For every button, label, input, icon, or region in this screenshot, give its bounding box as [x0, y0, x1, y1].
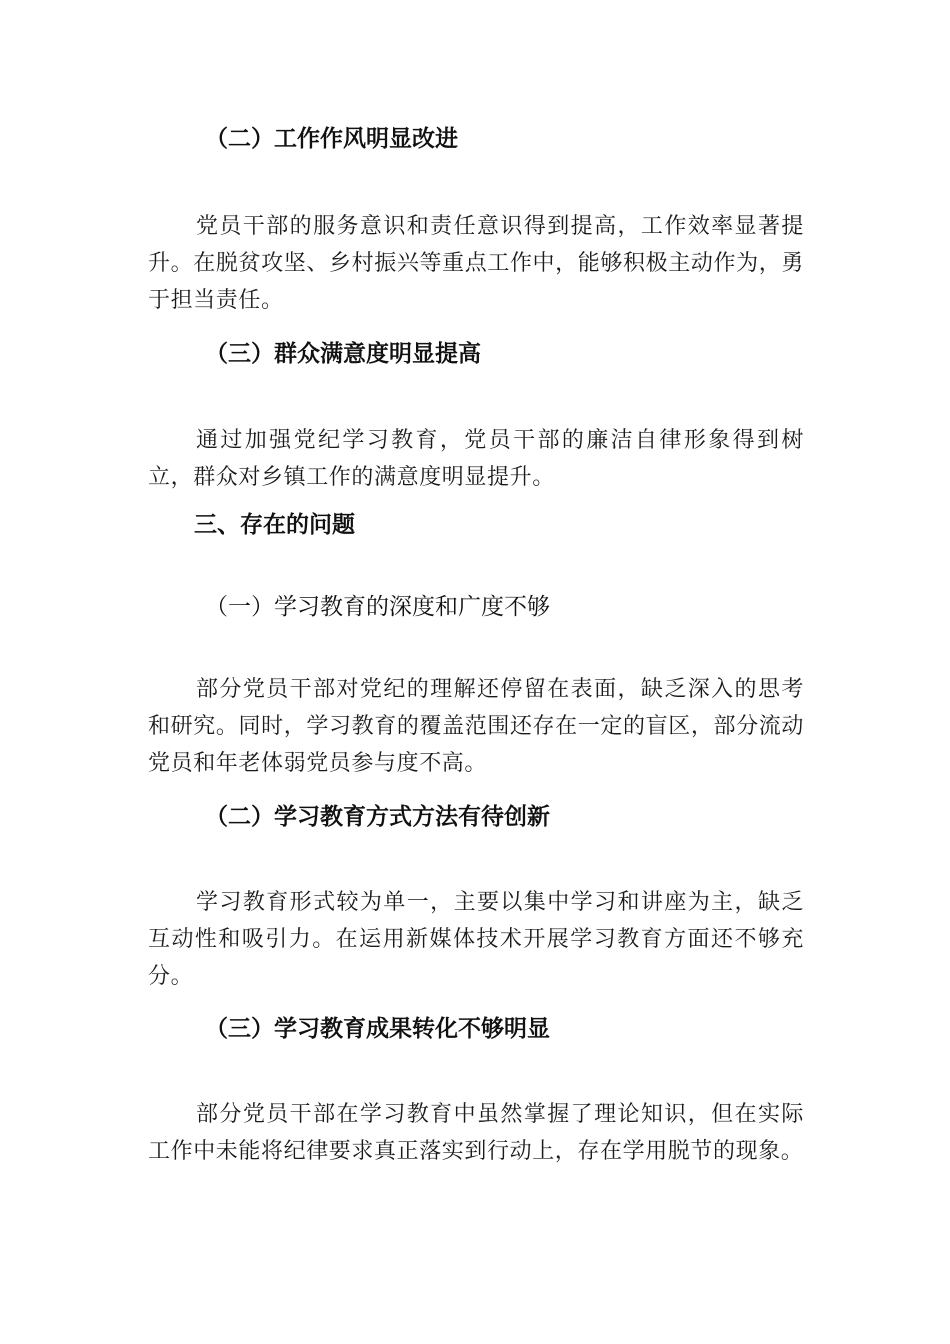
section-heading-problems: 三、存在的问题 [194, 512, 355, 538]
paragraph-work-style: 党员干部的服务意识和责任意识得到提高，工作效率显著提升。在脱贫攻坚、乡村振兴等重点工作中，能够积极主动作为，勇于担当责任。 [148, 214, 804, 313]
subheading-outcomes: （三）学习教育成果转化不够明显 [205, 1016, 550, 1042]
subheading-methods: （二）学习教育方式方法有待创新 [205, 804, 550, 830]
subheading-work-style: （二）工作作风明显改进 [205, 126, 458, 152]
paragraph-satisfaction: 通过加强党纪学习教育，党员干部的廉洁自律形象得到树立，群众对乡镇工作的满意度明显提升。 [148, 428, 804, 490]
paragraph-outcomes: 部分党员干部在学习教育中虽然掌握了理论知识，但在实际工作中未能将纪律要求真正落实到行动上，存在学用脱节的现象。 [148, 1102, 804, 1164]
subheading-depth-breadth: （一）学习教育的深度和广度不够 [205, 594, 550, 620]
subheading-satisfaction: （三）群众满意度明显提高 [205, 341, 481, 367]
paragraph-methods: 学习教育形式较为单一，主要以集中学习和讲座为主，缺乏互动性和吸引力。在运用新媒体技术开展学习教育方面还不够充分。 [148, 890, 804, 989]
paragraph-depth-breadth: 部分党员干部对党纪的理解还停留在表面，缺乏深入的思考和研究。同时，学习教育的覆盖范围还存在一定的盲区，部分流动党员和年老体弱党员参与度不高。 [148, 677, 804, 776]
